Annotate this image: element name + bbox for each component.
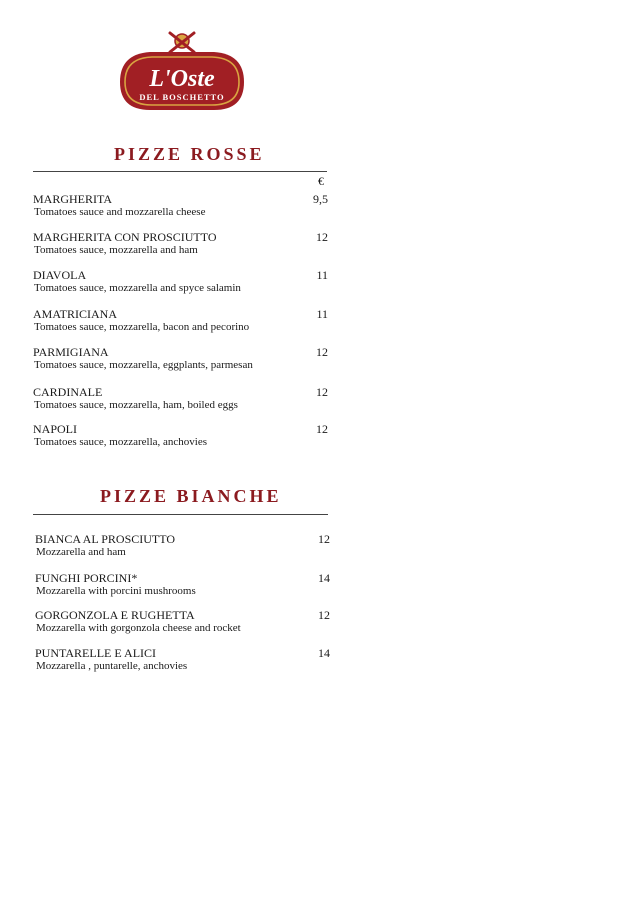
item-description: Tomatoes sauce, mozzarella, bacon and pecorino bbox=[34, 321, 250, 333]
item-price: 9,5 bbox=[313, 192, 328, 206]
item-name: DIAVOLA bbox=[33, 268, 87, 282]
item-name: PARMIGIANA bbox=[33, 345, 109, 359]
item-description: Tomatoes sauce and mozzarella cheese bbox=[34, 206, 206, 218]
section-title-pizze-rosse: PIZZE ROSSE bbox=[114, 144, 265, 164]
item-price: 11 bbox=[316, 307, 328, 321]
item-name: BIANCA AL PROSCIUTTO bbox=[35, 532, 176, 546]
item-name: MARGHERITA CON PROSCIUTTO bbox=[33, 230, 217, 244]
item-description: Mozzarella and ham bbox=[36, 546, 126, 558]
item-price: 12 bbox=[316, 385, 328, 399]
item-name: MARGHERITA bbox=[33, 192, 113, 206]
svg-text:L'Oste: L'Oste bbox=[149, 66, 215, 92]
item-price: 12 bbox=[316, 230, 328, 244]
item-name: NAPOLI bbox=[33, 422, 77, 436]
item-name: PUNTARELLE E ALICI bbox=[35, 646, 157, 660]
logo-emblem-icon bbox=[112, 28, 252, 114]
section-divider bbox=[33, 514, 328, 515]
item-description: Mozzarella with gorgonzola cheese and rocket bbox=[36, 622, 241, 634]
item-price: 12 bbox=[316, 422, 328, 436]
item-description: Tomatoes sauce, mozzarella and ham bbox=[34, 244, 198, 256]
section-divider bbox=[33, 171, 327, 172]
item-description: Mozzarella with porcini mushrooms bbox=[36, 585, 196, 597]
item-price: 12 bbox=[316, 345, 328, 359]
utensils-icon bbox=[170, 33, 194, 52]
item-name: CARDINALE bbox=[33, 385, 103, 399]
restaurant-logo bbox=[112, 28, 252, 114]
item-price: 14 bbox=[318, 646, 330, 660]
item-name: AMATRICIANA bbox=[33, 307, 117, 321]
section-title-pizze-bianche: PIZZE BIANCHE bbox=[100, 486, 282, 506]
item-description: Mozzarella , puntarelle, anchovies bbox=[36, 660, 188, 672]
item-name: GORGONZOLA E RUGHETTA bbox=[35, 608, 195, 622]
item-price: 14 bbox=[318, 571, 330, 585]
item-price: 12 bbox=[318, 608, 330, 622]
item-price: 12 bbox=[318, 532, 330, 546]
item-description: Tomatoes sauce, mozzarella, eggplants, parmesan bbox=[34, 359, 253, 371]
currency-symbol: € bbox=[318, 174, 324, 188]
item-description: Tomatoes sauce, mozzarella, ham, boiled eggs bbox=[34, 399, 238, 411]
item-name: FUNGHI PORCINI* bbox=[35, 571, 138, 585]
item-description: Tomatoes sauce, mozzarella and spyce salamin bbox=[34, 282, 241, 294]
item-price: 11 bbox=[316, 268, 328, 282]
svg-text:DEL BOSCHETTO: DEL BOSCHETTO bbox=[139, 92, 225, 102]
item-description: Tomatoes sauce, mozzarella, anchovies bbox=[34, 436, 208, 448]
